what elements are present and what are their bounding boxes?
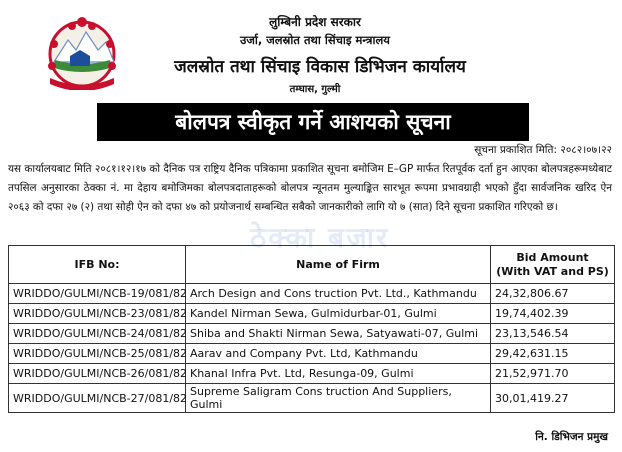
firm-cell: Kandel Nirman Sewa, Gulmidurbar-01, Gulmi [186, 304, 491, 324]
col-header-ifb: IFB No: [9, 246, 186, 284]
firm-cell: Arch Design and Cons truction Pvt. Ltd., Kathmandu [186, 284, 491, 304]
ifb-cell: WRIDDO/GULMI/NCB-24/081/82 [9, 324, 186, 344]
nepal-emblem-icon [40, 10, 124, 90]
firm-cell: Aarav and Company Pvt. Ltd, Kathmandu [186, 344, 491, 364]
notice-title-banner: बोलपत्र स्वीकृत गर्ने आशयको सूचना [97, 103, 529, 141]
amount-cell: 29,42,631.15 [491, 344, 615, 364]
table-row [9, 324, 615, 344]
firm-cell: Khanal Infra Pvt. Ltd, Resunga-09, Gulmi [186, 364, 491, 384]
ministry-heading: उर्जा, जलस्रोत तथा सिंचाइ मन्त्रालय [240, 33, 390, 47]
table-row [9, 344, 615, 364]
table-row [9, 384, 615, 413]
division-chief-signoff: नि. डिभिजन प्रमुख [535, 431, 608, 443]
bid-table [8, 245, 615, 413]
table-row [9, 304, 615, 324]
amount-cell: 19,74,402.39 [491, 304, 615, 324]
province-government-heading: लुम्बिनी प्रदेश सरकार [269, 15, 361, 29]
publish-date: सूचना प्रकाशित मिति: २०८२।०७।२२ [474, 144, 612, 156]
firm-cell: Supreme Saligram Cons truction And Suppliers, Gulmi [186, 384, 491, 413]
bid-amount-sublabel: (With VAT and PS) [496, 264, 609, 278]
amount-cell: 24,32,806.67 [491, 284, 615, 304]
col-header-firm: Name of Firm [186, 246, 491, 284]
ifb-cell: WRIDDO/GULMI/NCB-27/081/82 [9, 384, 186, 413]
ifb-cell: WRIDDO/GULMI/NCB-19/081/82 [9, 284, 186, 304]
watermark-text: ठेक्का बजार [250, 221, 390, 254]
ifb-cell: WRIDDO/GULMI/NCB-25/081/82 [9, 344, 186, 364]
table-row [9, 364, 615, 384]
bid-amount-label: Bid Amount [516, 250, 589, 264]
table-row [9, 284, 615, 304]
amount-cell: 21,52,971.70 [491, 364, 615, 384]
amount-cell: 23,13,546.54 [491, 324, 615, 344]
table-header-row [9, 246, 615, 284]
col-header-bid-amount [491, 246, 615, 284]
ifb-cell: WRIDDO/GULMI/NCB-23/081/82 [9, 304, 186, 324]
office-location: तम्घास, गुल्मी [289, 84, 341, 95]
notice-body-text: यस कार्यालयबाट मिति २०८१।१२।१७ को दैनिक पत्र राष्ट्रिय दैनिक पत्रिकामा प्रकाशित सूचना बमोजिम E–GP मार्फत रितपूर्वक दर्ता हुन आएका बोलपत्रहरूमध्येबाट तपसिल अनुसारका ठेक्का नं. मा देहाय बमोजिमका बोलपत्रदाताहरूको बोलपत्र न्यूनतम मुल्याङ्कित सारभूत रूपमा प्रभावग्राही भएको हुँदा सार्वजनिक खरिद ऐन २०६३ को दफा २७ (२) तथा सोही ऐन को दफा ४७ को प्रयोजनार्थ सम्बन्धित सबैको जानकारीको लागि यो ७ (सात) दिने सूचना प्रकाशित गरिएको छ। [8, 163, 612, 213]
ifb-cell: WRIDDO/GULMI/NCB-26/081/82 [9, 364, 186, 384]
firm-cell: Shiba and Shakti Nirman Sewa, Satyawati-07, Gulmi [186, 324, 491, 344]
office-heading: जलस्रोत तथा सिंचाइ विकास डिभिजन कार्यालय [174, 57, 466, 77]
amount-cell: 30,01,419.27 [491, 384, 615, 413]
